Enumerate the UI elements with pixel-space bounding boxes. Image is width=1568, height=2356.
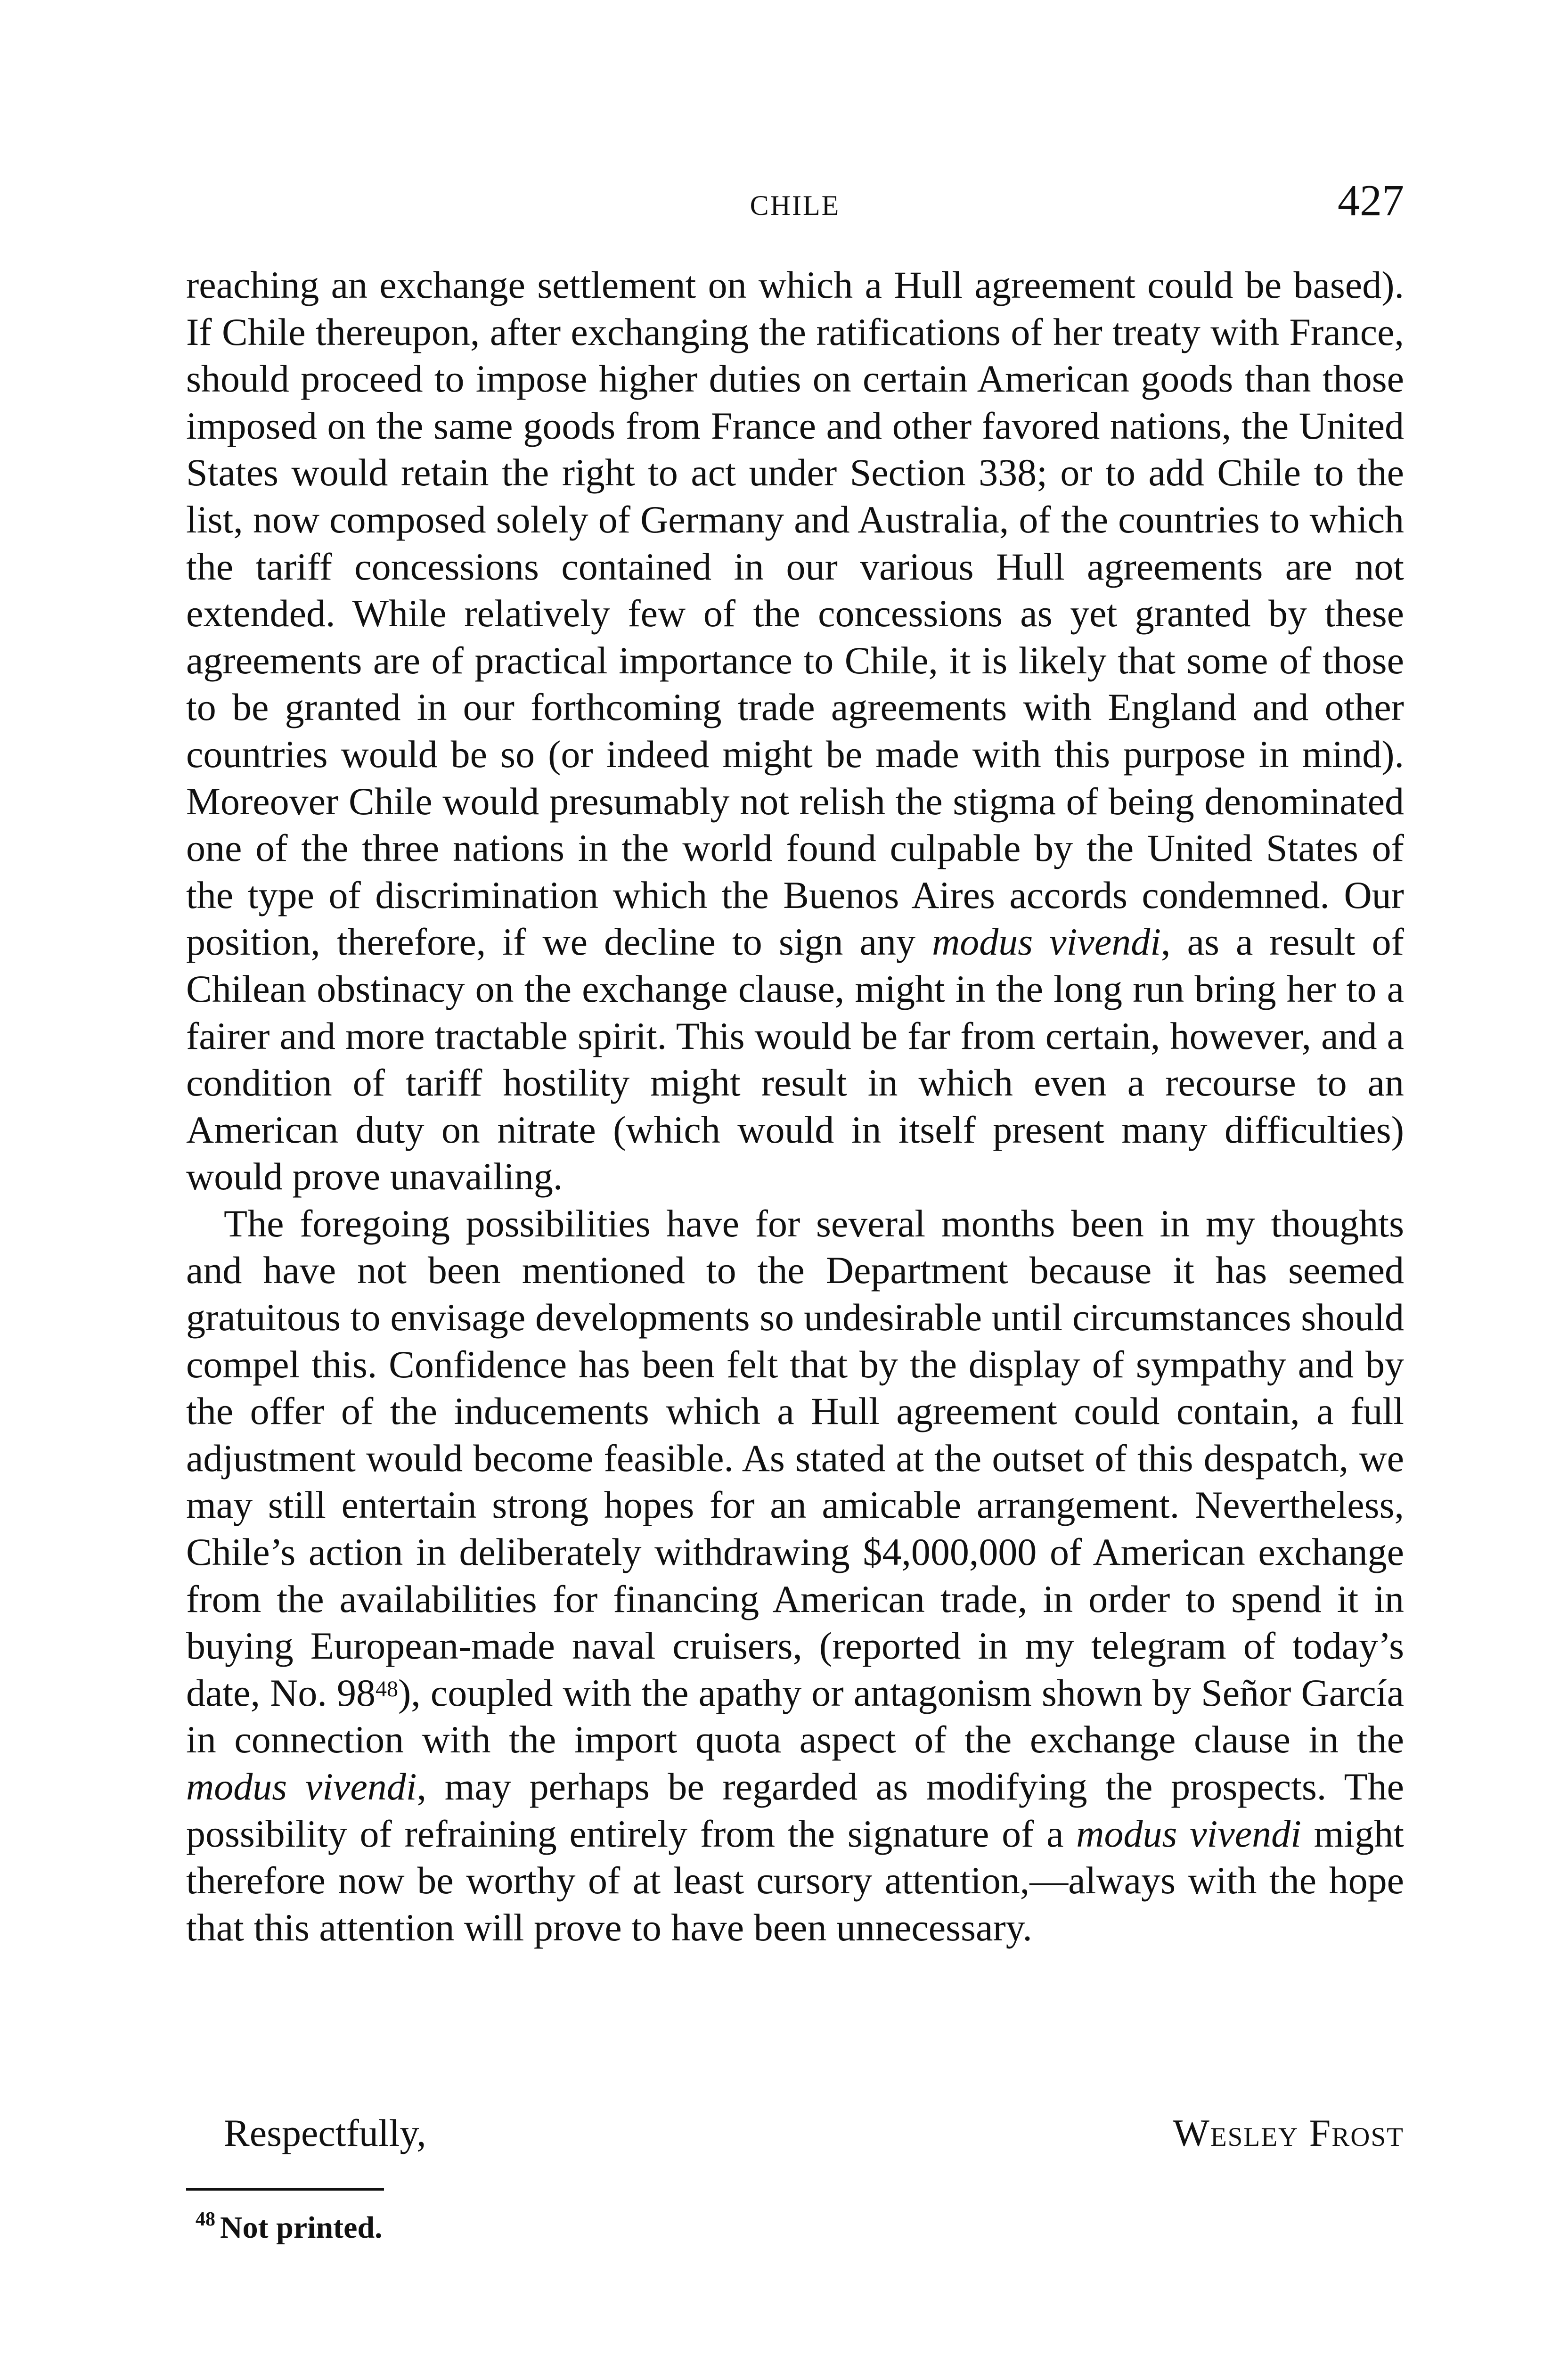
italic-term: modus vivendi <box>186 1765 417 1808</box>
footnote-reference: 48 <box>375 1676 398 1702</box>
italic-term: modus vivendi <box>1076 1812 1301 1855</box>
body-text <box>186 262 1404 1951</box>
footnote-divider <box>186 2188 384 2191</box>
footnote-text: Not printed. <box>220 2210 383 2245</box>
paragraph-text: might therefore now be worthy of at least cursory attention,—always with the hope that this attention will prove to have been unnecessary. <box>186 1812 1404 1949</box>
signature-block <box>186 2111 1404 2158</box>
page-number: 427 <box>1338 176 1404 225</box>
running-head: CHILE <box>750 190 841 221</box>
signer-name: Wesley Frost <box>1173 2111 1404 2154</box>
footnote-marker: 48 <box>196 2209 215 2230</box>
closing-salutation: Respectfully, <box>224 2111 426 2154</box>
paragraph-continued <box>186 262 1404 1200</box>
paragraph-text: reaching an exchange settlement on which a Hull agreement could be based). If Chile thereupon, after exchanging the ratifications of her treaty with France, should proceed to impose higher duties on certain American goods than those imposed on the same goods from France and other favored nations, the United States would retain the right to act under Section 338; or to add Chile to the list, now composed solely of Germany and Australia, of the countries to which the tariff concessions contained in our various Hull agreements are not extended. While relatively few of the concessions as yet granted by these agreements are of practical importance to Chile, it is likely that some of those to be granted in our forthcoming trade agreements with England and other countries would be so (or indeed might be made with this purpose in mind). Moreover Chile would presumably not relish the stigma of being denominated one of the three nations in the world found culpable by the United States of the type of discrimination which the Buenos Aires accords condemned. Our position, therefore, if we decline to sign any <box>186 263 1404 964</box>
italic-term: modus vivendi <box>932 920 1161 964</box>
paragraph-text: , as a result of Chilean obstinacy on the exchange clause, might in the long run bring her to a fairer and more tractable spirit. This would be far from certain, however, and a condition of tariff hostility might result in which even a recourse to an American duty on nitrate (which would in itself present many difficulties) would prove unavailing. <box>186 920 1404 1198</box>
paragraph <box>186 1200 1404 1951</box>
paragraph-text: , may perhaps be regarded as modifying the prospects. The possibility of refraining entirely from the signature of a <box>186 1765 1404 1855</box>
footnote <box>196 2210 383 2246</box>
paragraph-text: ), coupled with the apathy or antagonism shown by Señor García in connection with the import quota aspect of the exchange clause in the <box>186 1671 1404 1761</box>
paragraph-text: The foregoing possibilities have for several months been in my thoughts and have not been mentioned to the Department because it has seemed gratuitous to envisage developments so undesirable until circumstances should compel this. Confidence has been felt that by the display of sympathy and by the offer of the inducements which a Hull agreement could contain, a full adjustment would become feasible. As stated at the outset of this despatch, we may still entertain strong hopes for an amicable arrangement. Nevertheless, Chile’s action in deliberately withdrawing $4,000,000 of American exchange from the availabilities for financing American trade, in order to spend it in buying European-made naval cruisers, (reported in my telegram of today’s date, No. 98 <box>186 1202 1404 1714</box>
page-header <box>186 175 1404 227</box>
